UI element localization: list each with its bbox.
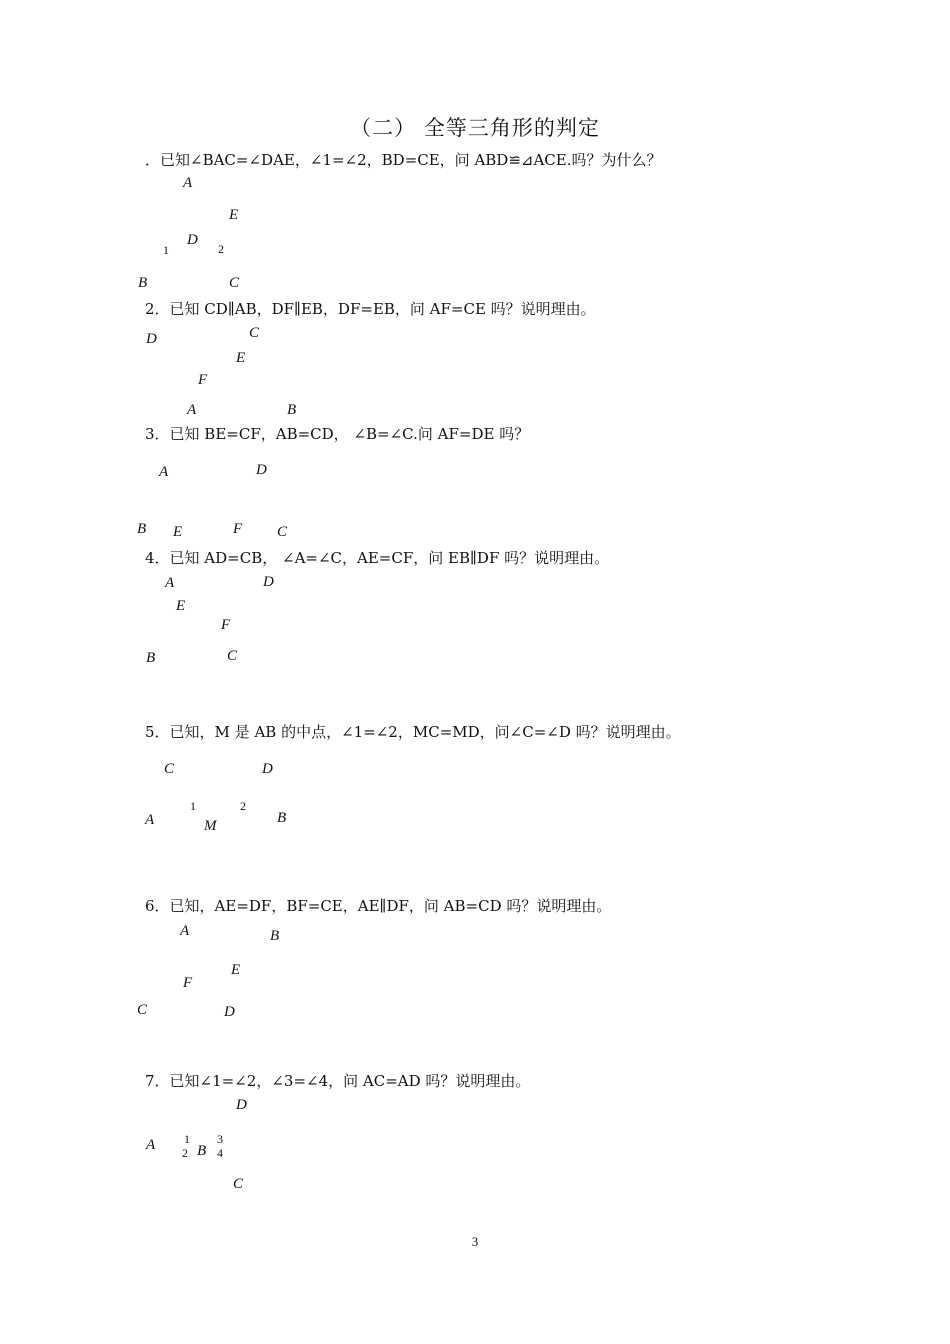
point-label: D	[263, 574, 274, 590]
angle-label: 1	[184, 1132, 190, 1146]
point-label: A	[180, 923, 190, 939]
point-label: C	[137, 1002, 148, 1018]
point-label: C	[229, 275, 240, 291]
point-label: C	[277, 524, 288, 540]
angle-label: 1	[190, 799, 196, 813]
point-label: D	[224, 1004, 235, 1020]
point-label: C	[164, 761, 175, 777]
point-label: A	[145, 812, 155, 828]
point-label: F	[198, 372, 208, 388]
point-label: D	[256, 462, 267, 478]
point-label: B	[270, 928, 280, 944]
point-label: C	[249, 325, 260, 341]
angle-label: 2	[240, 799, 246, 813]
point-label: E	[236, 350, 246, 366]
point-label: C	[227, 648, 238, 664]
point-label: B	[146, 650, 156, 666]
point-label: D	[146, 331, 157, 347]
point-label: D	[262, 761, 273, 777]
page-number: 3	[471, 1234, 479, 1249]
point-label: F	[183, 975, 193, 991]
point-label: F	[233, 521, 243, 537]
question-1-text: ．已知∠BAC=∠DAE，∠1=∠2，BD=CE，问 ABD≌⊿ACE.吗？为什么？	[145, 151, 662, 169]
point-label: B	[197, 1143, 207, 1159]
question-5-text: 5．已知，M 是 AB 的中点，∠1=∠2，MC=MD，问∠C=∠D 吗？说明理由。	[145, 723, 681, 741]
point-label: A	[159, 464, 169, 480]
point-label: B	[277, 810, 287, 826]
point-label: E	[176, 598, 186, 614]
point-label: C	[233, 1176, 244, 1192]
point-label: B	[287, 402, 297, 418]
question-7-text: 7．已知∠1=∠2，∠3=∠4，问 AC=AD 吗？说明理由。	[145, 1072, 531, 1090]
angle-label: 1	[163, 243, 169, 257]
point-label: E	[231, 962, 241, 978]
point-label: B	[138, 275, 148, 291]
question-6-text: 6．已知，AE=DF，BF=CE，AE∥DF，问 AB=CD 吗？说明理由。	[145, 897, 612, 915]
point-label: D	[187, 232, 198, 248]
angle-label: 3	[217, 1132, 223, 1146]
point-label: B	[137, 521, 147, 537]
point-label: E	[173, 524, 183, 540]
angle-label: 2	[218, 242, 224, 256]
question-4-text: 4．已知 AD=CB， ∠A=∠C，AE=CF，问 EB∥DF 吗？说明理由。	[145, 549, 610, 567]
point-label: A	[146, 1137, 156, 1153]
point-label: F	[221, 617, 231, 633]
point-label: A	[183, 175, 193, 191]
point-label: E	[229, 207, 239, 223]
question-2-text: 2．已知 CD∥AB，DF∥EB，DF=EB，问 AF=CE 吗？说明理由。	[145, 300, 596, 318]
point-label: A	[187, 402, 197, 418]
angle-label: 2	[182, 1146, 188, 1160]
question-3-text: 3．已知 BE=CF，AB=CD， ∠B=∠C.问 AF=DE 吗？	[145, 425, 530, 443]
angle-label: 4	[217, 1146, 223, 1160]
point-label: M	[204, 818, 217, 834]
point-label: A	[165, 575, 175, 591]
point-label: D	[236, 1097, 247, 1113]
page-title: （二） 全等三角形的判定	[350, 116, 600, 140]
